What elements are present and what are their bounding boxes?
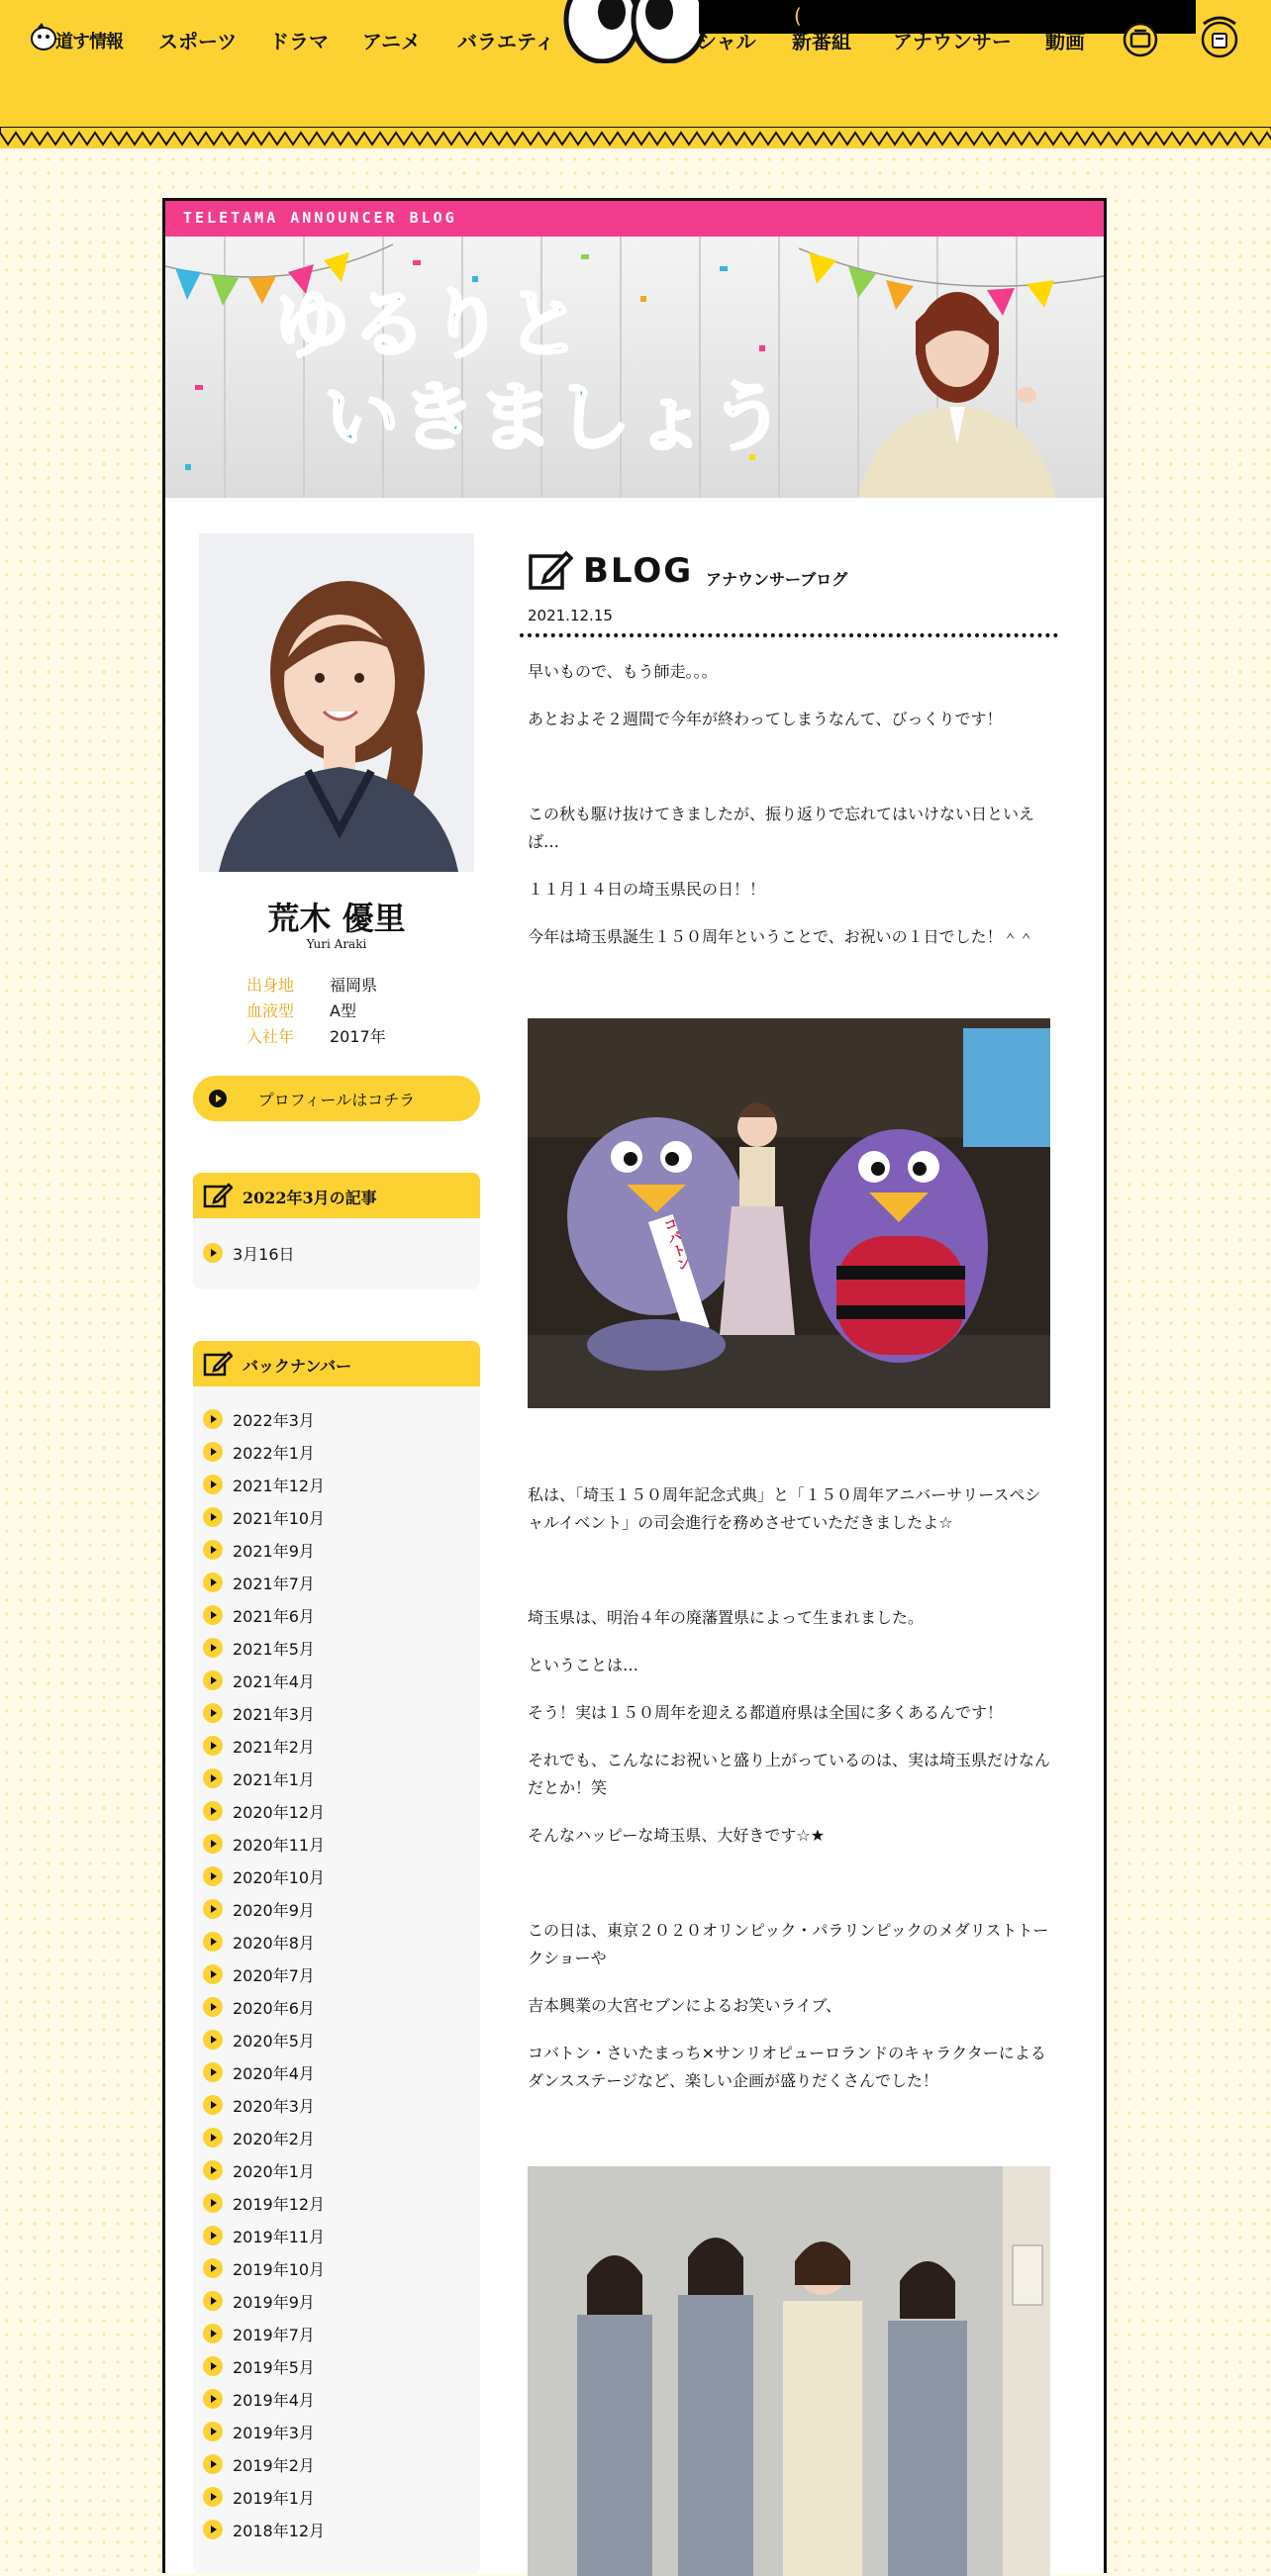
mascot-sash-text: コバトン [659, 1214, 693, 1274]
arrow-right-icon [203, 2062, 223, 2082]
arrow-right-icon [203, 1605, 223, 1625]
backnumber-link[interactable] [203, 2257, 325, 2279]
arrow-right-icon [203, 1409, 223, 1429]
banner-title-line2: いきましょう [324, 373, 787, 461]
backnumber-label: 2021年3月 [233, 1704, 315, 1724]
profile-table [246, 973, 386, 1050]
monthly-articles-header [193, 1173, 480, 1218]
arrow-right-icon [203, 1540, 223, 1560]
logo-mascot-icon [30, 22, 57, 51]
blog-banner [165, 237, 1104, 498]
backnumber-link[interactable] [203, 2355, 315, 2377]
tv-icon[interactable] [1123, 22, 1158, 57]
profile-label: 出身地 [246, 976, 295, 995]
backnumber-label: 2020年11月 [233, 1835, 326, 1855]
post-date: 2021.12.15 [528, 607, 613, 624]
arrow-right-icon [203, 1507, 223, 1527]
backnumber-label: 2019年4月 [233, 2390, 315, 2410]
backnumber-link[interactable] [203, 2061, 315, 2083]
arrow-right-icon [203, 1997, 223, 2017]
backnumber-link[interactable] [203, 1572, 315, 1593]
backnumber-link[interactable] [203, 1865, 325, 1887]
arrow-right-icon [203, 1243, 223, 1263]
backnumber-link[interactable] [203, 1408, 315, 1430]
arrow-right-icon [203, 1475, 223, 1494]
backnumber-label: 2021年7月 [233, 1574, 315, 1593]
mascot-eyes-icon [562, 0, 709, 63]
profile-button[interactable] [193, 1076, 480, 1121]
post-paragraph: 埼玉県は、明治４年の廃藩置県によって生まれました。 [528, 1608, 925, 1627]
backnumber-link[interactable] [203, 2029, 315, 2051]
post-paragraph: そう！実は１５０周年を迎える都道府県は全国に多くあるんです！ [528, 1703, 1004, 1722]
blog-heading [528, 547, 1082, 593]
blog-heading-subtitle: アナウンサーブログ [706, 570, 848, 589]
post-paragraph: ということは… [528, 1656, 639, 1674]
nav-sports[interactable]: スポーツ [158, 30, 238, 53]
backnumber-link[interactable] [203, 1800, 325, 1822]
arrow-right-icon [203, 1932, 223, 1952]
backnumber-title: バックナンバー [243, 1357, 352, 1376]
backnumber-link[interactable] [203, 1506, 325, 1528]
backnumber-label: 2021年1月 [233, 1769, 315, 1789]
backnumber-link[interactable] [203, 2127, 315, 2148]
backnumber-link[interactable] [203, 2323, 315, 2344]
arrow-right-icon [203, 2160, 223, 2180]
backnumber-label: 2021年4月 [233, 1671, 315, 1691]
backnumber-link[interactable] [203, 2453, 315, 2475]
blog-heading-title: BLOG [583, 551, 694, 591]
backnumber-label: 2021年10月 [233, 1508, 326, 1528]
profile-row-hometown [246, 973, 386, 999]
profile-button-label: プロフィールはコチラ [257, 1091, 416, 1109]
photo-mascots-illustration [528, 1018, 1050, 1408]
backnumber-link[interactable] [203, 1996, 315, 2018]
arrow-right-icon [203, 1768, 223, 1788]
backnumber-label: 2019年11月 [233, 2227, 326, 2246]
backnumber-link[interactable] [203, 2159, 315, 2181]
post-paragraph: それでも、こんなにお祝いと盛り上がっているのは、実は埼玉県だけなんだとか！笑 [528, 1751, 1051, 1797]
nav-special[interactable]: シャル [697, 30, 756, 53]
backnumber-label: 2019年7月 [233, 2325, 315, 2344]
backnumber-label: 2020年7月 [233, 1965, 315, 1985]
backnumber-label: 2020年12月 [233, 1802, 326, 1822]
backnumber-link[interactable] [203, 1702, 315, 1724]
backnumber-label: 2019年2月 [233, 2455, 315, 2475]
backnumber-link[interactable] [203, 2388, 315, 2410]
nav-announcer[interactable]: アナウンサー [893, 30, 1012, 53]
arrow-right-icon [203, 1866, 223, 1886]
backnumber-link[interactable] [203, 2290, 315, 2312]
header-zigzag-edge [0, 127, 1271, 150]
post-photo-group [528, 2166, 1050, 2576]
arrow-right-icon [203, 2454, 223, 2474]
banner-title-line1: ゆるりと [274, 280, 583, 368]
post-paragraph: あとおよそ２週間で今年が終わってしまうなんて、びっくりです！ [528, 710, 1003, 728]
backnumber-link[interactable] [203, 2519, 325, 2540]
backnumber-link[interactable] [203, 1670, 315, 1691]
pencil-note-icon [203, 1181, 233, 1210]
backnumber-link[interactable] [203, 2192, 325, 2214]
arrow-right-icon [203, 2258, 223, 2278]
backnumber-label: 2020年2月 [233, 2129, 315, 2148]
post-paragraph: この秋も駆け抜けてきましたが、振り返りで忘れてはいけない日といえば… [528, 805, 1035, 851]
arrow-right-icon [203, 2324, 223, 2343]
profile-label: 血液型 [246, 1002, 295, 1020]
announcer-name: 荒木 優里 [267, 900, 406, 937]
arrow-right-icon [203, 2095, 223, 2115]
backnumber-link[interactable] [203, 2094, 315, 2116]
monthly-article-link[interactable] [203, 1242, 295, 1264]
arrow-right-icon [203, 1442, 223, 1462]
pencil-note-icon [203, 1349, 233, 1379]
post-paragraph: １１月１４日の埼玉県民の日！！ [528, 880, 766, 899]
backnumber-link[interactable] [203, 1833, 325, 1855]
backnumber-link[interactable] [203, 1767, 315, 1789]
arrow-right-icon [203, 1703, 223, 1723]
backnumber-link[interactable] [203, 1474, 325, 1495]
arrow-right-icon [203, 2226, 223, 2245]
backnumber-label: 2019年10月 [233, 2259, 326, 2279]
backnumber-label: 2021年12月 [233, 1476, 326, 1495]
backnumber-link[interactable] [203, 2421, 315, 2442]
arrow-right-icon [203, 1801, 223, 1821]
post-paragraph: 吉本興業の大宮セブンによるお笑いライブ、 [528, 1996, 842, 2015]
mascot-badge-icon[interactable] [1196, 12, 1243, 59]
profile-row-join-year [246, 1024, 386, 1050]
arrow-right-icon [203, 1736, 223, 1756]
backnumber-label: 2020年5月 [233, 2031, 315, 2051]
arrow-right-icon [203, 2487, 223, 2507]
arrow-right-icon [203, 1899, 223, 1919]
arrow-right-icon [203, 2356, 223, 2376]
monthly-articles-title: 2022年3月の記事 [243, 1189, 377, 1207]
announcer-name-english: Yuri Araki [306, 937, 367, 951]
arrow-right-icon [203, 1670, 223, 1690]
banner-strip [165, 201, 1104, 237]
arrow-right-icon [203, 1638, 223, 1658]
backnumber-label: 2021年2月 [233, 1737, 315, 1757]
post-photo-mascots [528, 1018, 1050, 1408]
backnumber-label: 2021年5月 [233, 1639, 315, 1659]
pencil-note-icon [528, 547, 573, 593]
backnumber-label: 2018年12月 [233, 2521, 326, 2540]
monthly-articles-list [193, 1218, 480, 1289]
backnumber-link[interactable] [203, 1539, 315, 1561]
backnumber-label: 2020年3月 [233, 2096, 315, 2116]
nav-drama[interactable]: ドラマ [269, 30, 329, 53]
banner-strip-text: TELETAMA ANNOUNCER BLOG [183, 209, 457, 227]
backnumber-label: 2021年6月 [233, 1606, 315, 1626]
backnumber-label: 2022年3月 [233, 1410, 315, 1430]
backnumber-link[interactable] [203, 1637, 315, 1659]
arrow-right-icon [203, 2520, 223, 2539]
backnumber-label: 2019年12月 [233, 2194, 326, 2214]
backnumber-link[interactable] [203, 2225, 325, 2246]
profile-label: 入社年 [246, 1027, 295, 1046]
backnumber-header [193, 1341, 480, 1386]
arrow-right-icon [203, 2128, 223, 2147]
backnumber-label: 2022年1月 [233, 1443, 315, 1463]
arrow-right-icon [203, 2389, 223, 2409]
post-paragraph: 私は、「埼玉１５０周年記念式典」と「１５０周年アニバーサリースペシャルイベント」の司会進行を務めさせていただきましたよ☆ [528, 1485, 1041, 1532]
backnumber-link[interactable] [203, 1604, 315, 1626]
post-paragraph: コバトン・さいたまっち×サンリオピューロランドのキャラクターによるダンスステージなど、楽しい企画が盛りだくさんでした！ [528, 2044, 1046, 2090]
logo-text: 道す情報 [55, 32, 123, 52]
arrow-right-icon [203, 1834, 223, 1854]
backnumber-link[interactable] [203, 1931, 315, 1953]
backnumber-label: 2019年3月 [233, 2423, 315, 2442]
photo-group-illustration [528, 2166, 1050, 2576]
backnumber-label: 2019年9月 [233, 2292, 315, 2312]
backnumber-label: 2020年10月 [233, 1867, 326, 1887]
backnumber-label: 2021年9月 [233, 1541, 315, 1561]
backnumber-link[interactable] [203, 2486, 315, 2508]
profile-row-blood-type [246, 999, 386, 1024]
post-paragraph: この日は、東京２０２０オリンピック・パラリンピックのメダリストトークショーや [528, 1921, 1049, 1967]
backnumber-label: 2020年8月 [233, 1933, 315, 1953]
backnumber-label: 2020年9月 [233, 1900, 315, 1920]
post-paragraph: 早いもので、もう師走。。。 [528, 662, 718, 681]
backnumber-link[interactable] [203, 1963, 315, 1985]
profile-value: 福岡県 [330, 976, 378, 995]
nav-new-programs[interactable]: 新番組 [792, 30, 851, 53]
backnumber-label: 2019年1月 [233, 2488, 315, 2508]
announcer-portrait [199, 533, 474, 872]
backnumber-list [193, 1386, 480, 2574]
arrow-right-icon [203, 1964, 223, 1984]
profile-value: A型 [330, 1002, 356, 1020]
monthly-article-label: 3月16日 [233, 1244, 295, 1264]
arrow-right-icon [203, 2422, 223, 2441]
post-paragraph: そんなハッピーな埼玉県、大好きです☆★ [528, 1826, 826, 1845]
blog-panel [162, 198, 1107, 2573]
backnumber-link[interactable] [203, 1441, 315, 1463]
arrow-right-icon [203, 2030, 223, 2050]
nav-anime[interactable]: アニメ [362, 30, 421, 53]
backnumber-link[interactable] [203, 1735, 315, 1757]
bar-quote: ( [794, 4, 802, 28]
arrow-right-icon [203, 2291, 223, 2311]
nav-video[interactable]: 動画 [1045, 30, 1085, 53]
nav-variety[interactable]: バラエティ [457, 30, 555, 53]
backnumber-label: 2020年4月 [233, 2063, 315, 2083]
site-logo[interactable] [30, 18, 129, 59]
arrow-right-icon [203, 2193, 223, 2213]
post-paragraph: 今年は埼玉県誕生１５０周年ということで、お祝いの１日でした！＾＾ [528, 927, 1034, 946]
profile-value: 2017年 [330, 1027, 386, 1046]
backnumber-label: 2020年6月 [233, 1998, 315, 2018]
backnumber-link[interactable] [203, 1898, 315, 1920]
backnumber-label: 2020年1月 [233, 2161, 315, 2181]
backnumber-label: 2019年5月 [233, 2357, 315, 2377]
arrow-right-icon [203, 1573, 223, 1592]
dotted-divider [520, 633, 1058, 637]
